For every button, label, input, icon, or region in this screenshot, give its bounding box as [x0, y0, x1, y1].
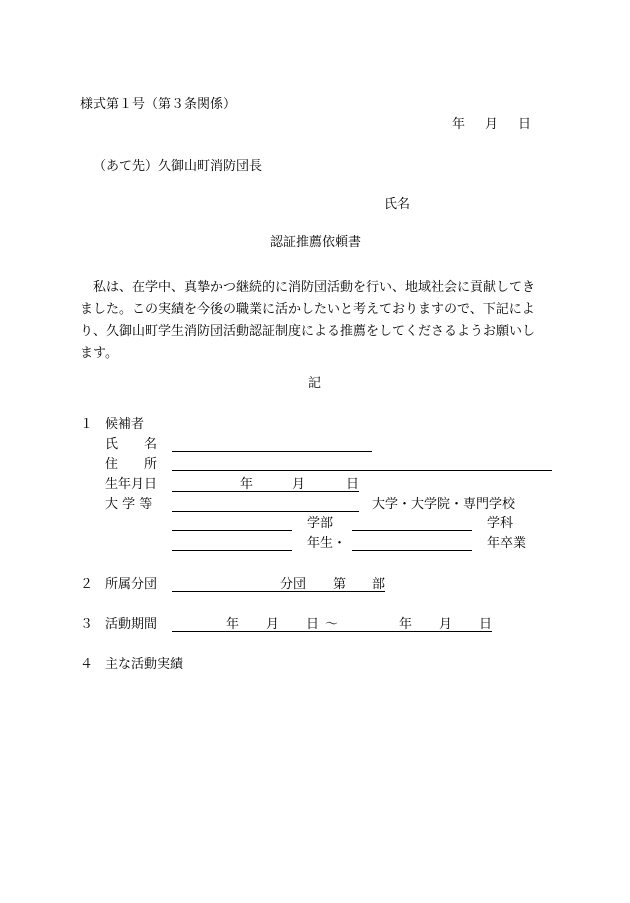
document-title: 認証推薦依頼書 — [270, 235, 362, 250]
department-label: 学科 — [487, 516, 514, 531]
candidate-address-label: 住 所 — [105, 457, 158, 472]
graduation-year-field[interactable] — [352, 550, 472, 551]
start-month-label: 月 — [266, 617, 280, 632]
bu-label: 部 — [372, 577, 386, 592]
date-day-label: 日 — [518, 117, 532, 132]
applicant-name-label: 氏名 — [384, 197, 411, 212]
section2-number: ２ — [80, 577, 94, 592]
section2-label: 所属分団 — [105, 577, 158, 592]
faculty-field[interactable] — [172, 530, 292, 531]
birth-year-label: 年 — [240, 477, 254, 492]
section4-label: 主な活動実績 — [105, 657, 184, 672]
candidate-birthdate-label: 生年月日 — [105, 477, 158, 492]
period-tilde: ～ — [325, 617, 339, 632]
end-month-label: 月 — [439, 617, 453, 632]
body-line: ました。この実績を今後の職業に活かしたいと考えておりますので、下記によ — [80, 302, 535, 317]
graduation-label: 年卒業 — [487, 536, 527, 551]
section4-number: ４ — [80, 657, 94, 672]
body-line: ます。 — [80, 346, 118, 361]
birth-day-label: 日 — [346, 477, 360, 492]
affiliation-field[interactable] — [172, 591, 385, 592]
section3-label: 活動期間 — [105, 617, 158, 632]
section3-number: ３ — [80, 617, 94, 632]
body-line: 私は、在学中、真摯かつ継続的に消防団活動を行い、地域社会に貢献してき — [80, 280, 536, 295]
grade-label: 年生・ — [307, 536, 347, 551]
request-body — [80, 277, 555, 365]
end-day-label: 日 — [479, 617, 493, 632]
university-name-field[interactable] — [172, 511, 359, 512]
form-number: 様式第１号（第３条関係） — [80, 97, 237, 112]
addressee: （あて先）久御山町消防団長 — [93, 159, 263, 174]
dai-label: 第 — [333, 577, 347, 592]
faculty-label: 学部 — [307, 516, 334, 531]
candidate-birthdate-field[interactable] — [172, 491, 359, 492]
candidate-name-label: 氏 名 — [105, 437, 158, 452]
bundan-label: 分団 — [280, 577, 307, 592]
date-month-label: 月 — [485, 117, 499, 132]
date-year-label: 年 — [452, 117, 466, 132]
section1-number: １ — [80, 417, 94, 432]
start-day-label: 日 — [306, 617, 320, 632]
birth-month-label: 月 — [292, 477, 306, 492]
candidate-university-label: 大 学 等 — [105, 497, 153, 512]
department-field[interactable] — [352, 530, 472, 531]
ki-heading: 記 — [308, 376, 322, 391]
candidate-name-field[interactable] — [172, 451, 372, 452]
section1-label: 候補者 — [105, 417, 145, 432]
school-type-label: 大学・大学院・専門学校 — [372, 497, 516, 512]
start-year-label: 年 — [226, 617, 240, 632]
grade-field[interactable] — [172, 550, 292, 551]
body-line: り、久御山町学生消防団活動認証制度による推薦をしてくださるようお願いし — [80, 324, 536, 339]
candidate-address-field[interactable] — [172, 470, 552, 471]
end-year-label: 年 — [399, 617, 413, 632]
